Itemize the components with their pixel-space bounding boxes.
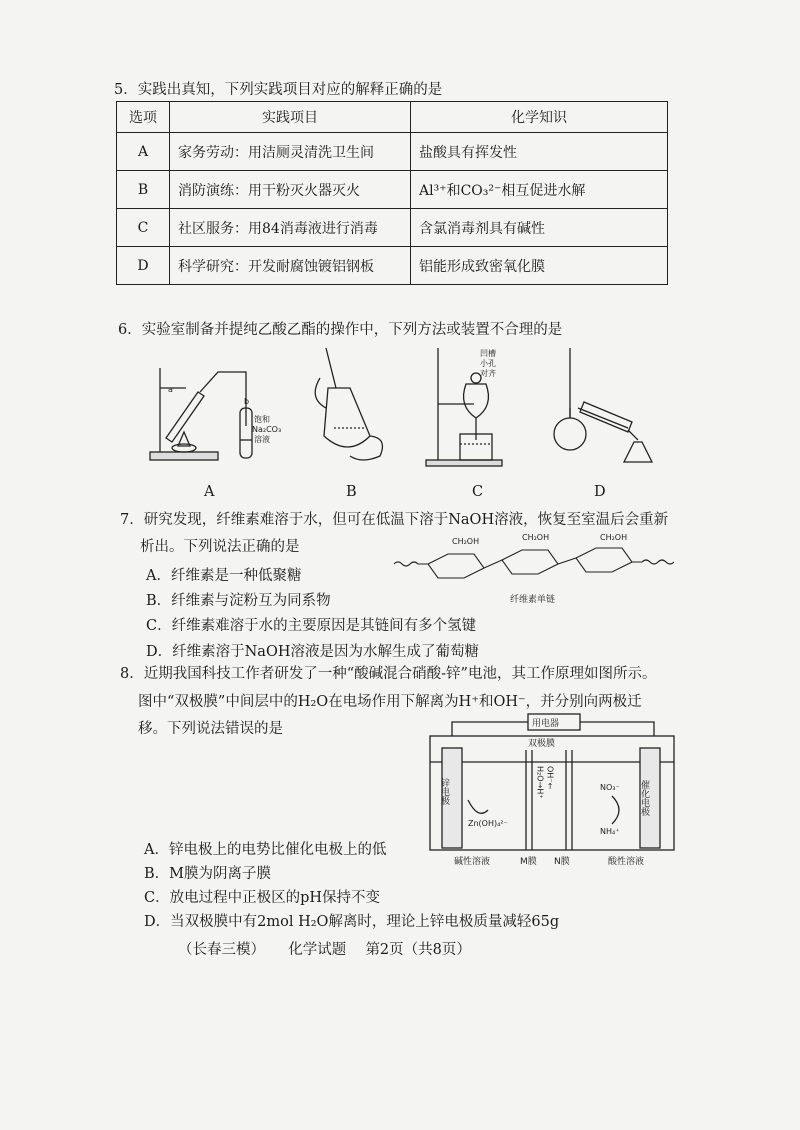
q5-stem: 5．实践出真知，下列实践项目对应的解释正确的是 xyxy=(114,82,443,98)
q8-option-b: B．M膜为阴离子膜 xyxy=(144,866,272,882)
page-footer xyxy=(178,938,471,959)
battery-diagram-svg xyxy=(428,710,676,870)
row-option: B xyxy=(117,171,170,209)
table-row xyxy=(117,247,668,285)
q7-stem-line2: 析出。下列说法正确的是 xyxy=(140,539,300,555)
label-na2co3: Na₂CO₃ xyxy=(252,425,282,434)
label-align: 对齐 xyxy=(480,369,496,378)
q7-stem-line1: 7．研究发现，纤维素难溶于水，但可在低温下溶于NaOH溶液，恢复至室温后会重新 xyxy=(120,512,669,528)
footer-subject: 化学试题 xyxy=(288,942,347,958)
table-row xyxy=(117,209,668,247)
q7-option-b: B．纤维素与淀粉互为同系物 xyxy=(146,593,331,609)
footer-source: （长春三模） xyxy=(178,942,265,958)
table-row xyxy=(117,133,668,171)
q5-table xyxy=(116,101,668,285)
q6-apparatus-figures xyxy=(138,348,698,478)
battery-diagram xyxy=(428,710,676,870)
cellulose-caption: 纤维素单链 xyxy=(510,595,556,605)
zinc-electrode-label: 锌电极 xyxy=(439,778,449,805)
header-knowledge: 化学知识 xyxy=(411,102,668,133)
row-knowledge: 含氯消毒剂具有碱性 xyxy=(411,209,668,247)
row-project: 家务劳动：用洁厕灵清洗卫生间 xyxy=(170,133,411,171)
row-option: A xyxy=(117,133,170,171)
row-knowledge: 铝能形成致密氧化膜 xyxy=(411,247,668,285)
label-groove: 凹槽 xyxy=(480,349,496,358)
label-a-tube: a xyxy=(168,385,173,394)
row-option: D xyxy=(117,247,170,285)
table-row xyxy=(117,171,668,209)
apparatus-b xyxy=(315,348,382,460)
label-hole: 小孔 xyxy=(480,359,496,368)
table-header-row xyxy=(117,102,668,133)
catalytic-electrode-label: 催化电极 xyxy=(639,780,649,816)
row-project: 消防演练：用干粉灭火器灭火 xyxy=(170,171,411,209)
q7-option-a: A．纤维素是一种低聚糖 xyxy=(146,568,302,584)
q6-label-a: A xyxy=(204,484,215,500)
m-membrane-label: M膜 xyxy=(520,857,537,867)
cellulose-figure xyxy=(392,530,682,610)
footer-page: 第2页（共8页） xyxy=(365,942,471,958)
device-label: 用电器 xyxy=(532,719,560,729)
label-saturated: 饱和 xyxy=(254,415,270,424)
q8-option-c: C．放电过程中正极区的pH保持不变 xyxy=(144,890,381,906)
cellulose-chain-svg xyxy=(392,530,682,610)
h-ion-label: H₂O→H⁺ xyxy=(535,766,545,799)
row-option: C xyxy=(117,209,170,247)
apparatus-d xyxy=(554,348,652,462)
group-ch2oh-1: CH₂OH xyxy=(452,537,480,546)
q8-stem-line1: 8．近期我国科技工作者研发了一种“酸碱混合硝酸-锌”电池，其工作原理如图所示。 xyxy=(120,666,657,682)
row-knowledge: Al³⁺和CO₃²⁻相互促进水解 xyxy=(411,171,668,209)
q6-label-b: B xyxy=(346,484,357,500)
header-project: 实践项目 xyxy=(170,102,411,133)
label-solution: 溶液 xyxy=(254,435,270,444)
row-project: 社区服务：用84消毒液进行消毒 xyxy=(170,209,411,247)
label-b-tube: b xyxy=(244,397,250,406)
left-solution-label: 碱性溶液 xyxy=(454,857,491,867)
q6-stem: 6．实验室制备并提纯乙酸乙酯的操作中，下列方法或装置不合理的是 xyxy=(118,322,563,338)
apparatus-a xyxy=(150,368,252,460)
q7-option-c: C．纤维素难溶于水的主要原因是其链间有多个氢键 xyxy=(146,618,477,634)
q8-option-a: A．锌电极上的电势比催化电极上的低 xyxy=(144,842,387,858)
header-option: 选项 xyxy=(117,102,170,133)
right-solution-label: 酸性溶液 xyxy=(608,857,645,867)
n-membrane-label: N膜 xyxy=(554,857,570,867)
group-ch2oh-3: CH₂OH xyxy=(600,533,628,542)
q7-option-d: D．纤维素溶于NaOH溶液是因为水解生成了葡萄糖 xyxy=(146,644,479,660)
q6-apparatus-svg xyxy=(138,348,698,478)
group-ch2oh-2: CH₂OH xyxy=(522,533,550,542)
ammonium-label: NH₄⁺ xyxy=(600,827,620,836)
zincate-label: Zn(OH)₄²⁻ xyxy=(468,819,508,828)
oh-ion-label: OH⁻← xyxy=(545,766,555,790)
q8-option-d: D．当双极膜中有2mol H₂O解离时，理论上锌电极质量减轻65g xyxy=(144,914,560,930)
q6-label-c: C xyxy=(472,484,484,500)
row-project: 科学研究：开发耐腐蚀镀铝钢板 xyxy=(170,247,411,285)
q6-label-d: D xyxy=(594,484,606,500)
q8-stem-line3: 移。下列说法错误的是 xyxy=(138,721,283,737)
row-knowledge: 盐酸具有挥发性 xyxy=(411,133,668,171)
nitrate-label: NO₃⁻ xyxy=(600,783,620,792)
membrane-label: 双极膜 xyxy=(528,739,556,749)
q8-stem-line2: 图中“双极膜”中间层中的H₂O在电场作用下解离为H⁺和OH⁻，并分别向两极迁 xyxy=(138,694,642,710)
